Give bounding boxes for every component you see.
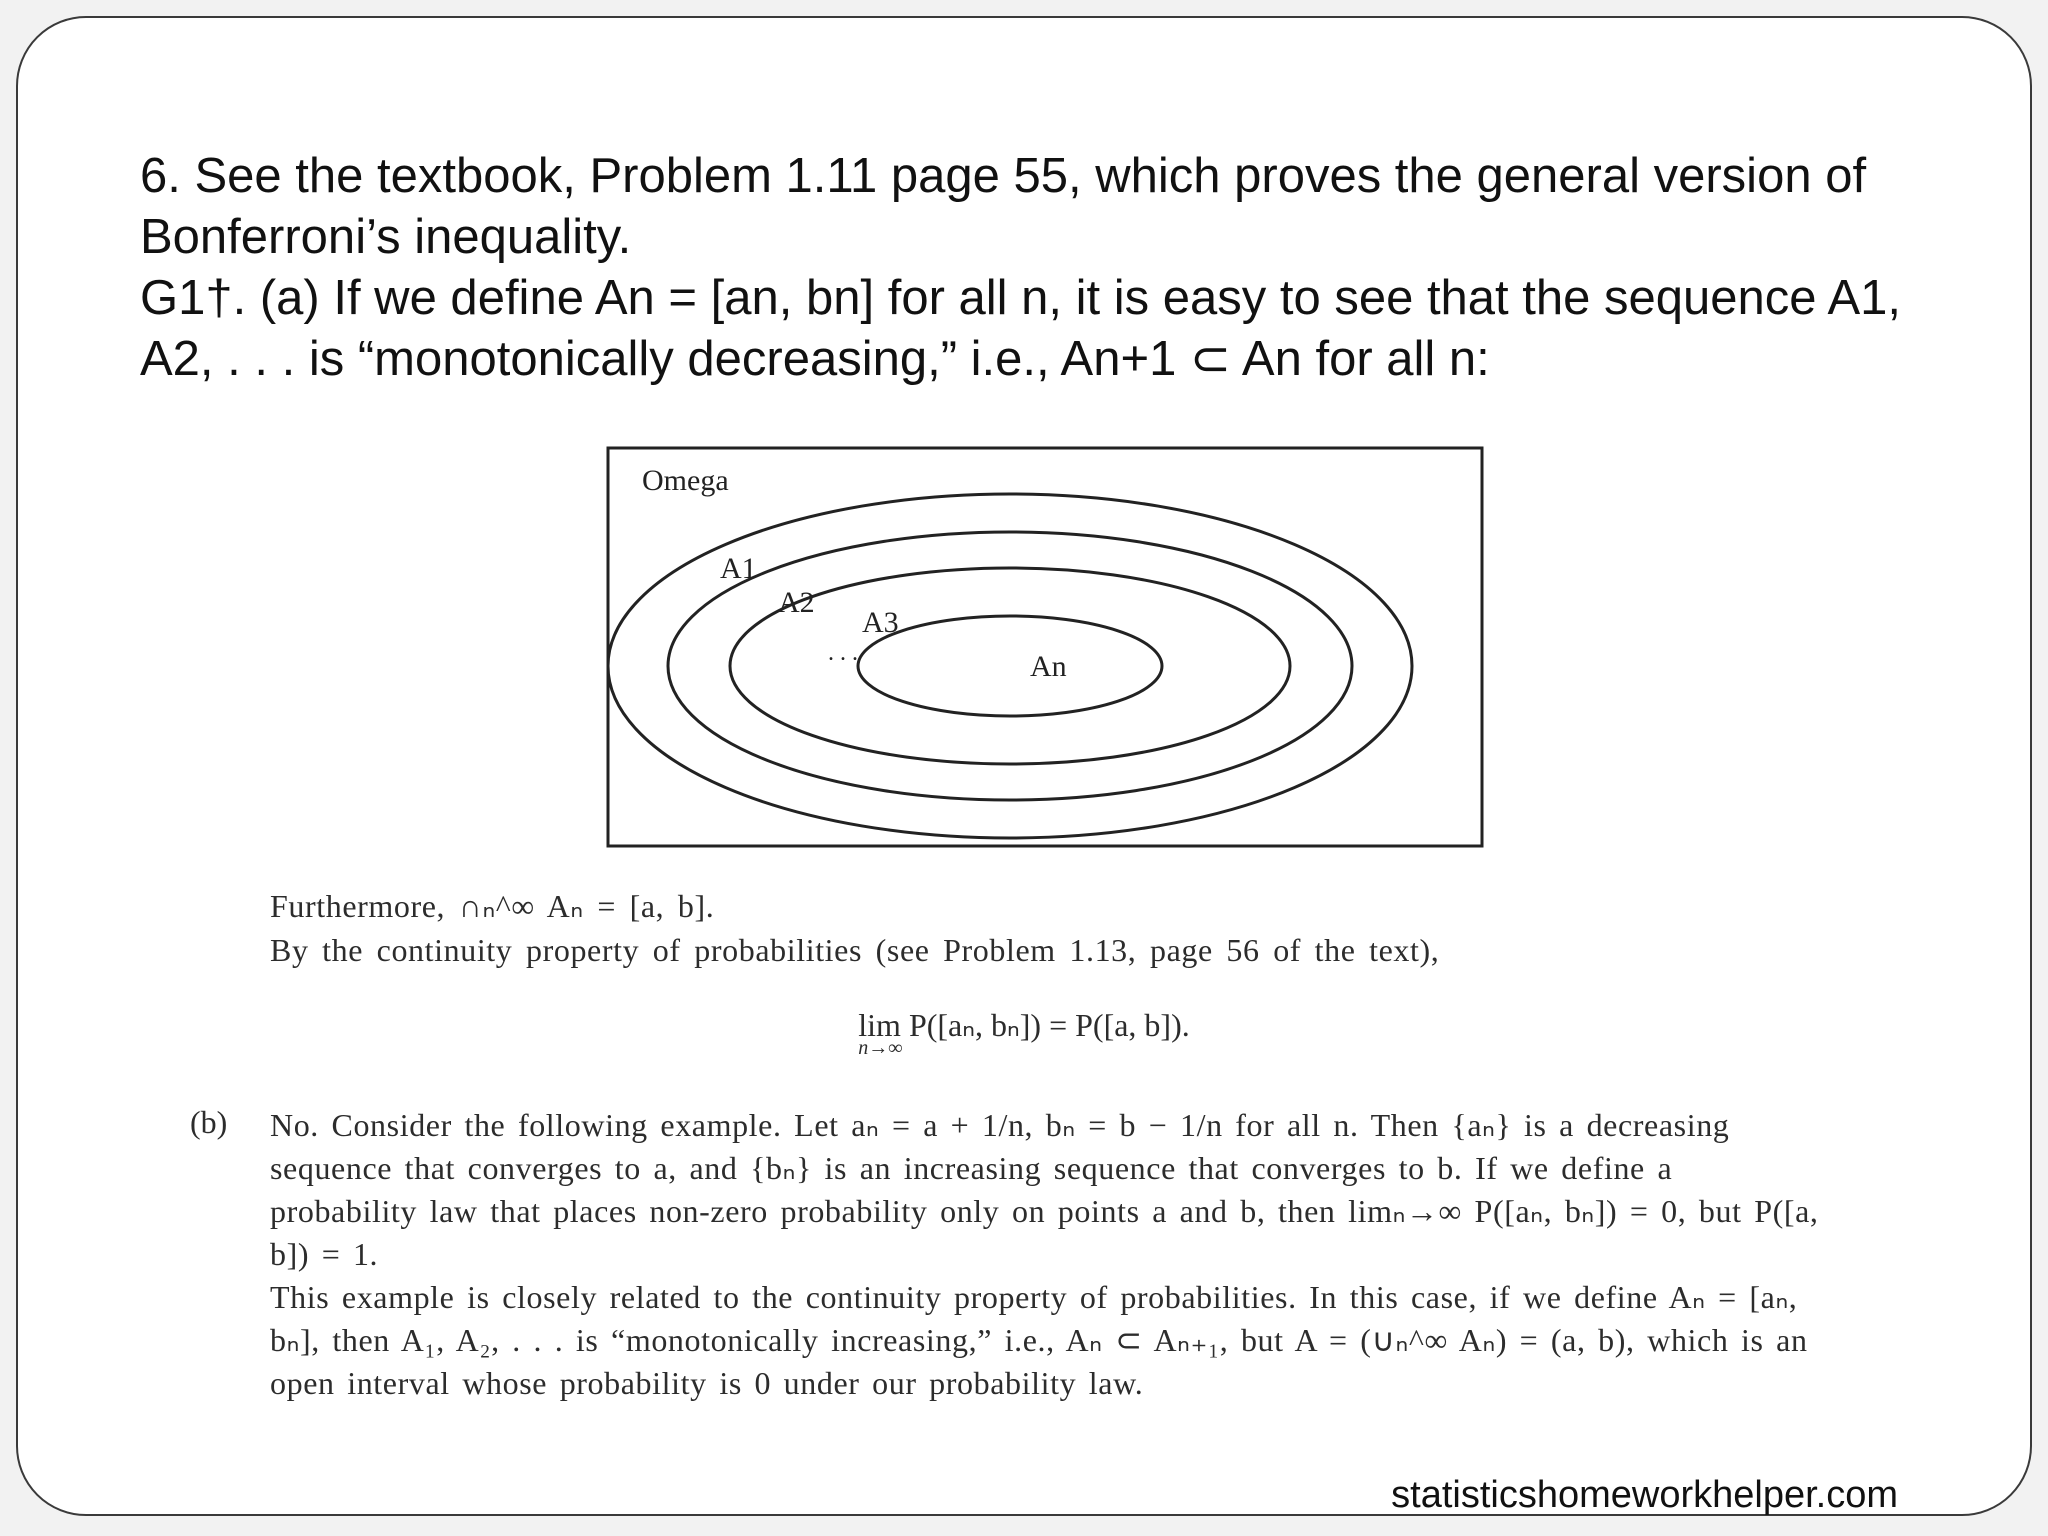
nested-sets-diagram — [606, 446, 1486, 850]
limit-body: P([aₙ, bₙ]) = P([a, b]). — [908, 1007, 1190, 1043]
heading-g1a: G1†. (a) If we define An = [an, bn] for all n, it is easy to see that the sequence A1, A2, . . . is “monotonically decreasing,” i.e., An+1 ⊂ An for all n: — [140, 271, 1901, 386]
limit-equation — [0, 1006, 2048, 1059]
part-a-text — [270, 884, 1439, 972]
furthermore-line: Furthermore, ∩ₙ^∞ Aₙ = [a, b]. — [270, 888, 715, 924]
continuity-line: By the continuity property of probabilities (see Problem 1.13, page 56 of the text), — [270, 932, 1440, 968]
part-b-paragraph-1: No. Consider the following example. Let aₙ = a + 1/n, bₙ = b − 1/n for all n. Then {aₙ} is a decreasing sequence that converges to a, and {bₙ} is an increasing sequence that converges to b. If we define a probability law that places non-zero probability only on points a and b, then limₙ→∞ P([aₙ, bₙ]) = 0, but P([a, b]) = 1. — [270, 1107, 1819, 1272]
omega-label: Omega — [642, 464, 729, 497]
part-b-label: (b) — [190, 1104, 228, 1140]
limit-operator — [858, 1007, 903, 1059]
website-watermark: statisticshomeworkhelper.com — [1391, 1474, 1898, 1516]
slide-heading — [140, 146, 1940, 390]
limit-word: lim — [858, 1007, 901, 1043]
label-a3: A3 — [862, 606, 899, 639]
part-b-text — [270, 1104, 1820, 1405]
label-a2: A2 — [778, 586, 815, 619]
label-ellipsis: . . . — [828, 640, 858, 666]
omega-box — [608, 448, 1482, 846]
limit-subscript: n→∞ — [858, 1037, 903, 1059]
label-an: An — [1030, 650, 1067, 683]
label-a1: A1 — [720, 552, 757, 585]
part-b-paragraph-2: This example is closely related to the continuity property of probabilities. In this case, if we define Aₙ = [aₙ, bₙ], then A₁, A₂, . . . is “monotonically increasing,” i.e., Aₙ ⊂ Aₙ₊₁, but A = (∪ₙ^∞ Aₙ) = (a, b), which is an open interval whose probability is 0 under our probability law. — [270, 1279, 1808, 1401]
heading-problem-6: 6. See the textbook, Problem 1.11 page 55, which proves the general version of Bonferroni’s inequality. — [140, 149, 1867, 264]
